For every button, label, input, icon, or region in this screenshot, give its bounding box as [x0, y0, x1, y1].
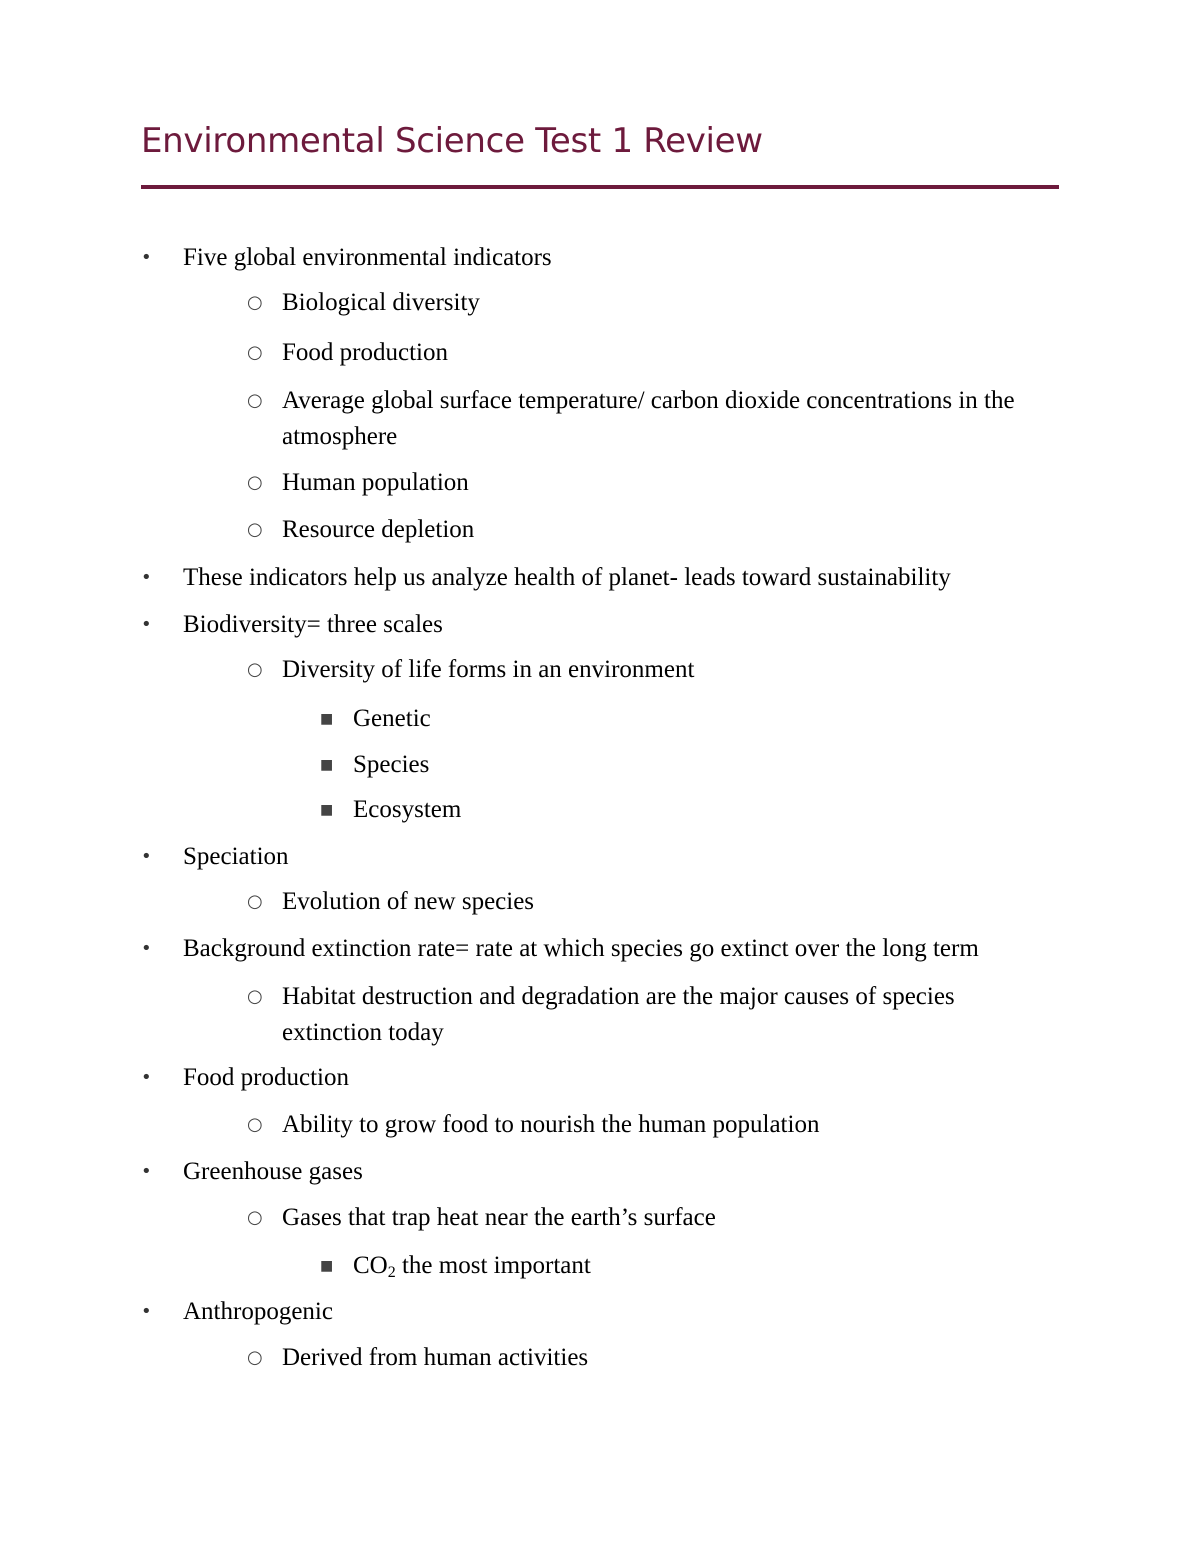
list-item	[141, 240, 1063, 276]
title-divider	[141, 185, 1059, 189]
list-item	[141, 1060, 1063, 1096]
co2-formula-prefix: CO	[353, 1252, 388, 1279]
co2-formula-suffix: the most important	[395, 1252, 591, 1279]
list-item-text: Evolution of new species	[282, 888, 535, 915]
hollow-circle-icon: ○	[247, 342, 263, 363]
list-item-text: Food production	[183, 1064, 349, 1091]
bullet-icon: •	[141, 938, 152, 959]
hollow-circle-icon: ○	[247, 891, 263, 912]
list-item	[247, 285, 1057, 321]
list-item	[141, 607, 1063, 643]
list-item	[141, 560, 1063, 596]
list-item	[247, 512, 1057, 548]
list-item-text: Ability to grow food to nourish the human population	[282, 1111, 820, 1138]
list-item	[247, 1340, 1057, 1376]
list-item-text: Greenhouse gases	[183, 1158, 363, 1185]
list-item-text: Biological diversity	[282, 289, 480, 316]
list-item	[320, 701, 1053, 737]
bullet-icon: •	[141, 846, 152, 867]
list-item-text: Average global surface temperature/ carbon dioxide concentrations in the atmosphere	[282, 387, 1015, 450]
hollow-circle-icon: ○	[247, 519, 263, 540]
list-item-text: Five global environmental indicators	[183, 244, 552, 271]
hollow-circle-icon: ○	[247, 390, 263, 411]
list-item-text: Species	[353, 751, 430, 778]
list-item-text: Diversity of life forms in an environment	[282, 656, 695, 683]
list-item	[247, 979, 1057, 1051]
bullet-icon: •	[141, 1161, 152, 1182]
list-item-text: Gases that trap heat near the earth’s surface	[282, 1204, 716, 1231]
list-item-text: Food production	[282, 339, 448, 366]
bullet-icon: •	[141, 1301, 152, 1322]
hollow-circle-icon: ○	[247, 1207, 263, 1228]
list-item	[141, 1154, 1063, 1190]
bullet-icon: •	[141, 614, 152, 635]
list-item	[247, 652, 1057, 688]
bullet-icon: •	[141, 247, 152, 268]
list-item	[247, 335, 1057, 371]
list-item	[320, 1248, 1053, 1284]
list-item-text: These indicators help us analyze health of planet- leads toward sustainability	[183, 564, 951, 591]
bullet-icon: •	[141, 567, 152, 588]
list-item	[247, 465, 1057, 501]
co2-formula-subscript: 2	[387, 1264, 396, 1281]
square-bullet-icon: ■	[320, 802, 334, 818]
hollow-circle-icon: ○	[247, 472, 263, 493]
hollow-circle-icon: ○	[247, 1114, 263, 1135]
list-item-text: Biodiversity= three scales	[183, 611, 443, 638]
list-item-text: Speciation	[183, 843, 289, 870]
list-item	[141, 931, 1063, 967]
square-bullet-icon: ■	[320, 711, 334, 727]
list-item	[247, 383, 1057, 455]
hollow-circle-icon: ○	[247, 986, 263, 1007]
list-item	[141, 839, 1063, 875]
list-item-text: Derived from human activities	[282, 1344, 589, 1371]
bullet-icon: •	[141, 1067, 152, 1088]
list-item	[247, 1200, 1057, 1236]
list-item-text: Resource depletion	[282, 516, 475, 543]
hollow-circle-icon: ○	[247, 659, 263, 680]
list-item-text	[353, 1252, 591, 1279]
list-item	[247, 884, 1057, 920]
hollow-circle-icon: ○	[247, 292, 263, 313]
hollow-circle-icon: ○	[247, 1347, 263, 1368]
list-item	[141, 1294, 1063, 1330]
document-title: Environmental Science Test 1 Review	[141, 121, 763, 161]
list-item	[320, 747, 1053, 783]
list-item-text: Background extinction rate= rate at which species go extinct over the long term	[183, 935, 979, 962]
list-item-text: Anthropogenic	[183, 1298, 333, 1325]
list-item-text: Genetic	[353, 705, 431, 732]
square-bullet-icon: ■	[320, 757, 334, 773]
list-item-text: Human population	[282, 469, 469, 496]
list-item-text: Habitat destruction and degradation are the major causes of species extinction today	[282, 983, 955, 1046]
list-item	[320, 792, 1053, 828]
square-bullet-icon: ■	[320, 1258, 334, 1274]
list-item	[247, 1107, 1057, 1143]
list-item-text: Ecosystem	[353, 796, 462, 823]
